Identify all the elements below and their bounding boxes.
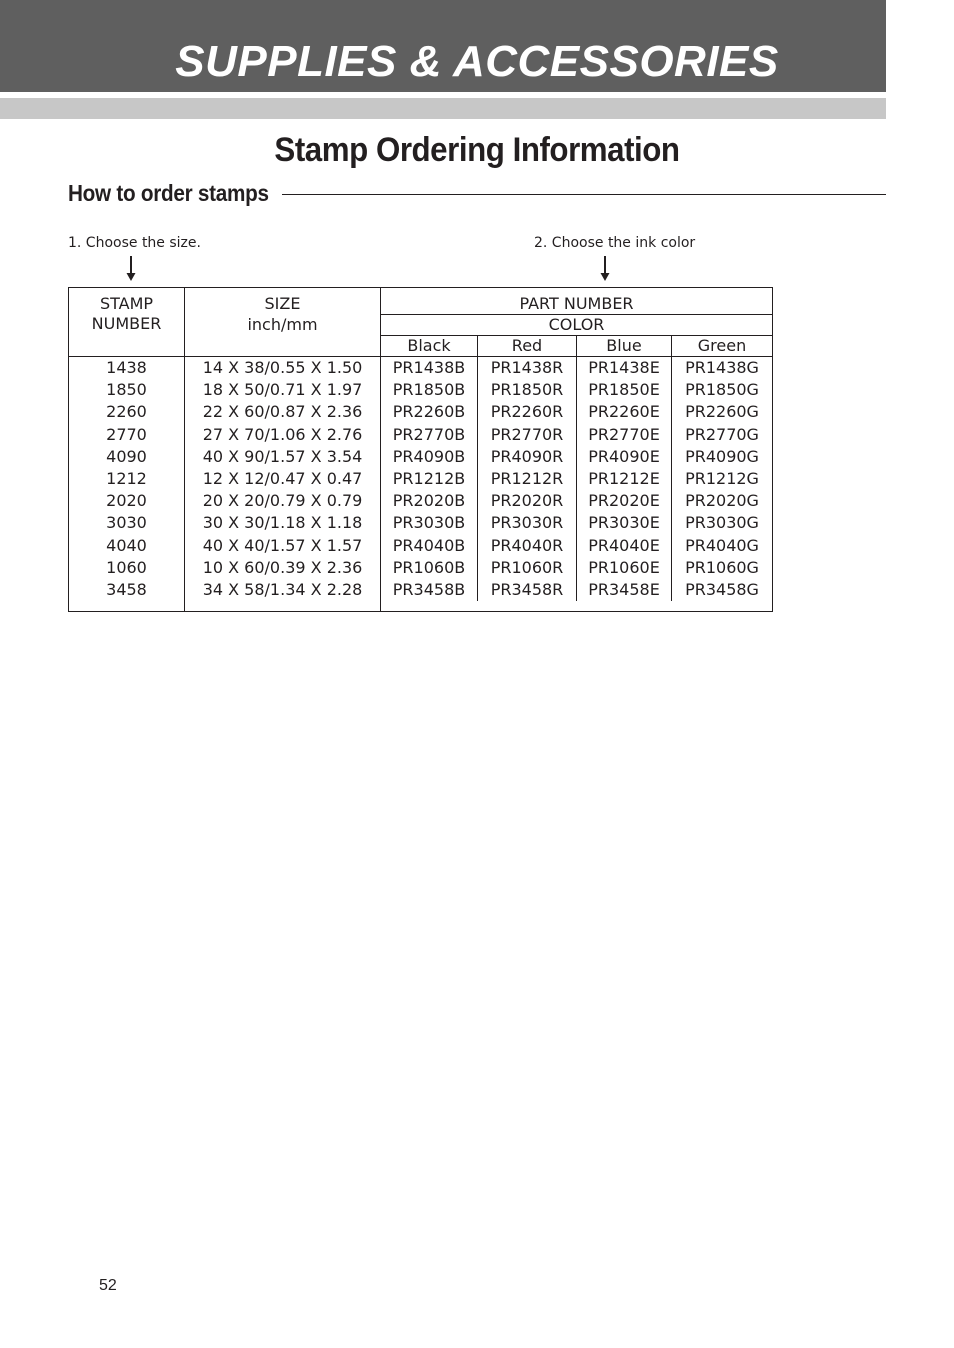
stamp-number-cell: 3030 <box>69 512 185 534</box>
part-red-cell: PR1438R <box>478 357 577 380</box>
size-header: SIZE <box>185 288 381 315</box>
table-row <box>69 357 773 380</box>
part-blue-cell: PR2770E <box>577 424 672 446</box>
section-title: How to order stamps <box>68 180 269 206</box>
size-cell: 34 X 58/1.34 X 2.28 <box>185 579 381 601</box>
table-row <box>69 446 773 468</box>
part-black-cell: PR2020B <box>381 490 478 512</box>
table-row <box>69 579 773 601</box>
size-cell: 12 X 12/0.47 X 0.47 <box>185 468 381 490</box>
section-rule <box>282 194 886 195</box>
table-row <box>69 379 773 401</box>
part-green-cell: PR3458G <box>672 579 773 601</box>
part-red-cell: PR2770R <box>478 424 577 446</box>
part-black-cell: PR1850B <box>381 379 478 401</box>
size-cell: 20 X 20/0.79 X 0.79 <box>185 490 381 512</box>
stamp-number-cell: 1850 <box>69 379 185 401</box>
part-green-cell: PR3030G <box>672 512 773 534</box>
part-green-cell: PR1060G <box>672 557 773 579</box>
part-black-cell: PR1212B <box>381 468 478 490</box>
part-black-cell: PR4040B <box>381 535 478 557</box>
part-number-header: PART NUMBER <box>381 288 773 315</box>
color-red-header: Red <box>478 336 577 357</box>
part-green-cell: PR1850G <box>672 379 773 401</box>
part-black-cell: PR3030B <box>381 512 478 534</box>
table-row <box>69 535 773 557</box>
part-red-cell: PR1212R <box>478 468 577 490</box>
part-blue-cell: PR1212E <box>577 468 672 490</box>
part-green-cell: PR2770G <box>672 424 773 446</box>
stamp-number-cell: 4090 <box>69 446 185 468</box>
part-blue-cell: PR4090E <box>577 446 672 468</box>
page-number: 52 <box>99 1277 117 1294</box>
part-green-cell: PR4090G <box>672 446 773 468</box>
part-red-cell: PR1060R <box>478 557 577 579</box>
stamp-table <box>68 287 773 612</box>
part-red-cell: PR4090R <box>478 446 577 468</box>
color-black-header: Black <box>381 336 478 357</box>
stamp-header-line2: NUMBER <box>91 314 162 333</box>
part-green-cell: PR2020G <box>672 490 773 512</box>
size-cell: 40 X 90/1.57 X 3.54 <box>185 446 381 468</box>
page-title: Stamp Ordering Information <box>274 131 680 169</box>
part-blue-cell: PR1850E <box>577 379 672 401</box>
size-cell: 30 X 30/1.18 X 1.18 <box>185 512 381 534</box>
size-cell: 18 X 50/0.71 X 1.97 <box>185 379 381 401</box>
color-blue-header: Blue <box>577 336 672 357</box>
arrow-down-icon <box>599 256 611 282</box>
stamp-header-line1: STAMP <box>99 294 154 313</box>
part-red-cell: PR2020R <box>478 490 577 512</box>
size-cell: 22 X 60/0.87 X 2.36 <box>185 401 381 423</box>
color-green-header: Green <box>672 336 773 357</box>
table-row <box>69 512 773 534</box>
part-blue-cell: PR3030E <box>577 512 672 534</box>
part-black-cell: PR1060B <box>381 557 478 579</box>
part-black-cell: PR1438B <box>381 357 478 380</box>
size-cell: 40 X 40/1.57 X 1.57 <box>185 535 381 557</box>
stamp-number-cell: 1438 <box>69 357 185 380</box>
part-blue-cell: PR2020E <box>577 490 672 512</box>
part-green-cell: PR1438G <box>672 357 773 380</box>
size-unit-header: inch/mm <box>185 315 381 357</box>
arrow-down-icon <box>125 256 137 282</box>
part-blue-cell: PR1060E <box>577 557 672 579</box>
part-black-cell: PR2260B <box>381 401 478 423</box>
part-green-cell: PR1212G <box>672 468 773 490</box>
part-green-cell: PR2260G <box>672 401 773 423</box>
table-row <box>69 401 773 423</box>
part-black-cell: PR4090B <box>381 446 478 468</box>
step-choose-color: 2. Choose the ink color <box>534 235 696 251</box>
part-red-cell: PR1850R <box>478 379 577 401</box>
stamp-number-cell: 2770 <box>69 424 185 446</box>
stamp-number-cell: 2260 <box>69 401 185 423</box>
stamp-number-header <box>69 288 185 357</box>
step-choose-size: 1. Choose the size. <box>68 235 201 251</box>
part-red-cell: PR3458R <box>478 579 577 601</box>
banner-title: SUPPLIES & ACCESSORIES <box>175 37 779 86</box>
color-header: COLOR <box>381 315 773 336</box>
part-green-cell: PR4040G <box>672 535 773 557</box>
part-blue-cell: PR2260E <box>577 401 672 423</box>
size-cell: 10 X 60/0.39 X 2.36 <box>185 557 381 579</box>
part-blue-cell: PR3458E <box>577 579 672 601</box>
stamp-number-cell: 4040 <box>69 535 185 557</box>
part-red-cell: PR3030R <box>478 512 577 534</box>
stamp-number-cell: 1060 <box>69 557 185 579</box>
table-row <box>69 557 773 579</box>
table-row <box>69 468 773 490</box>
stamp-number-cell: 3458 <box>69 579 185 601</box>
header-stripe <box>0 98 886 119</box>
table-row <box>69 490 773 512</box>
table-bottom-padding <box>69 601 773 612</box>
part-red-cell: PR4040R <box>478 535 577 557</box>
part-red-cell: PR2260R <box>478 401 577 423</box>
part-black-cell: PR3458B <box>381 579 478 601</box>
part-black-cell: PR2770B <box>381 424 478 446</box>
table-row <box>69 424 773 446</box>
size-cell: 27 X 70/1.06 X 2.76 <box>185 424 381 446</box>
size-cell: 14 X 38/0.55 X 1.50 <box>185 357 381 380</box>
part-blue-cell: PR4040E <box>577 535 672 557</box>
stamp-number-cell: 1212 <box>69 468 185 490</box>
part-blue-cell: PR1438E <box>577 357 672 380</box>
stamp-number-cell: 2020 <box>69 490 185 512</box>
